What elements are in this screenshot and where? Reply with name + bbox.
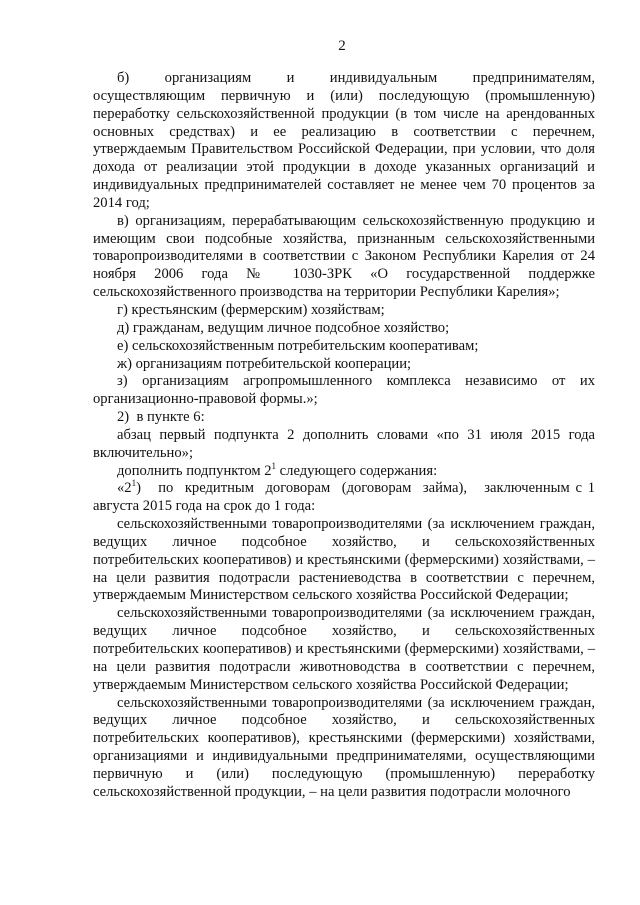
- paragraph-subitem-2-1: [93, 480, 595, 516]
- subitem-text-start: «2: [117, 480, 132, 497]
- paragraph-b: б) организациям и индивидуальным предпринимателям, осуществляющим первичную и (или) последующую (промышленную) переработку сельскохозяйственной продукции (в том числе на арендованных основных средствах) и ее реализацию в соответствии с перечнем, утверждаемым Правительством Российской Федерации, при условии, что доля дохода от реализации этой продукции в доходе указанных организаций и индивидуальных предпринимателей составляет не менее чем 70 процентов за 2014 год;: [93, 70, 595, 211]
- paragraph-add-subitem: [93, 460, 595, 481]
- paragraph-crop-production: сельскохозяйственными товаропроизводителями (за исключением граждан, ведущих личное подсобное хозяйство, и сельскохозяйственных потребительских кооперативов) и крестьянскими (фермерскими) хозяйствами, – на цели развития подотрасли растениеводства в соответствии с перечнем, утверждаемым Министерством сельского хозяйства Российской Федерации;: [93, 516, 595, 604]
- paragraph-dairy: сельскохозяйственными товаропроизводителями (за исключением граждан, ведущих личное подсобное хозяйство, и сельскохозяйственных потребительских кооперативов), крестьянскими (фермерскими) хозяйствами, организациями и индивидуальными предпринимателями, осуществляющими первичную и (или) последующую (промышленную) переработку сельскохозяйственной продукции, – на цели развития подотрасли молочного: [93, 694, 595, 800]
- paragraph-item-2: 2) в пункте 6:: [117, 409, 205, 426]
- add-subitem-text-end: следующего содержания:: [276, 462, 438, 479]
- document-body: [93, 70, 595, 802]
- paragraph-g: г) крестьянским (фермерским) хозяйствам;: [117, 301, 385, 318]
- paragraph-v: в) организациям, перерабатывающим сельскохозяйственную продукцию и имеющим свои подсобные хозяйства, признанным сельскохозяйственными товаропроизводителями в соответствии с Законом Республики Карелия от 24 ноября 2006 года № 1030-ЗРК «О государственной поддержке сельскохозяйственного производства на территории Республики Карелия»;: [93, 212, 595, 301]
- paragraph-zh: ж) организациям потребительской кооперации;: [117, 355, 412, 372]
- paragraph-z: з) организациям агропромышленного комплекса независимо от их организационно-правовой формы.»;: [93, 373, 595, 408]
- paragraph-abzac: абзац первый подпункта 2 дополнить словами «по 31 июля 2015 года включительно»;: [93, 426, 595, 461]
- superscript: 1: [271, 460, 277, 471]
- add-subitem-text-start: дополнить подпунктом 2: [117, 462, 272, 479]
- superscript: 1: [131, 478, 137, 489]
- paragraph-d: д) гражданам, ведущим личное подсобное хозяйство;: [117, 319, 450, 336]
- page-number: 2: [338, 38, 346, 54]
- paragraph-livestock: сельскохозяйственными товаропроизводителями (за исключением граждан, ведущих личное подсобное хозяйство, и сельскохозяйственных потребительских кооперативов) и крестьянскими (фермерскими) хозяйствами, – на цели развития подотрасли животноводства в соответствии с перечнем, утверждаемым Министерством сельского хозяйства Российской Федерации;: [93, 605, 595, 693]
- paragraph-e: е) сельскохозяйственным потребительским кооперативам;: [117, 337, 479, 354]
- subitem-text-end: ) по кредитным договорам (договорам займа), заключенным с 1 августа 2015 года на срок до 1 года:: [93, 480, 595, 515]
